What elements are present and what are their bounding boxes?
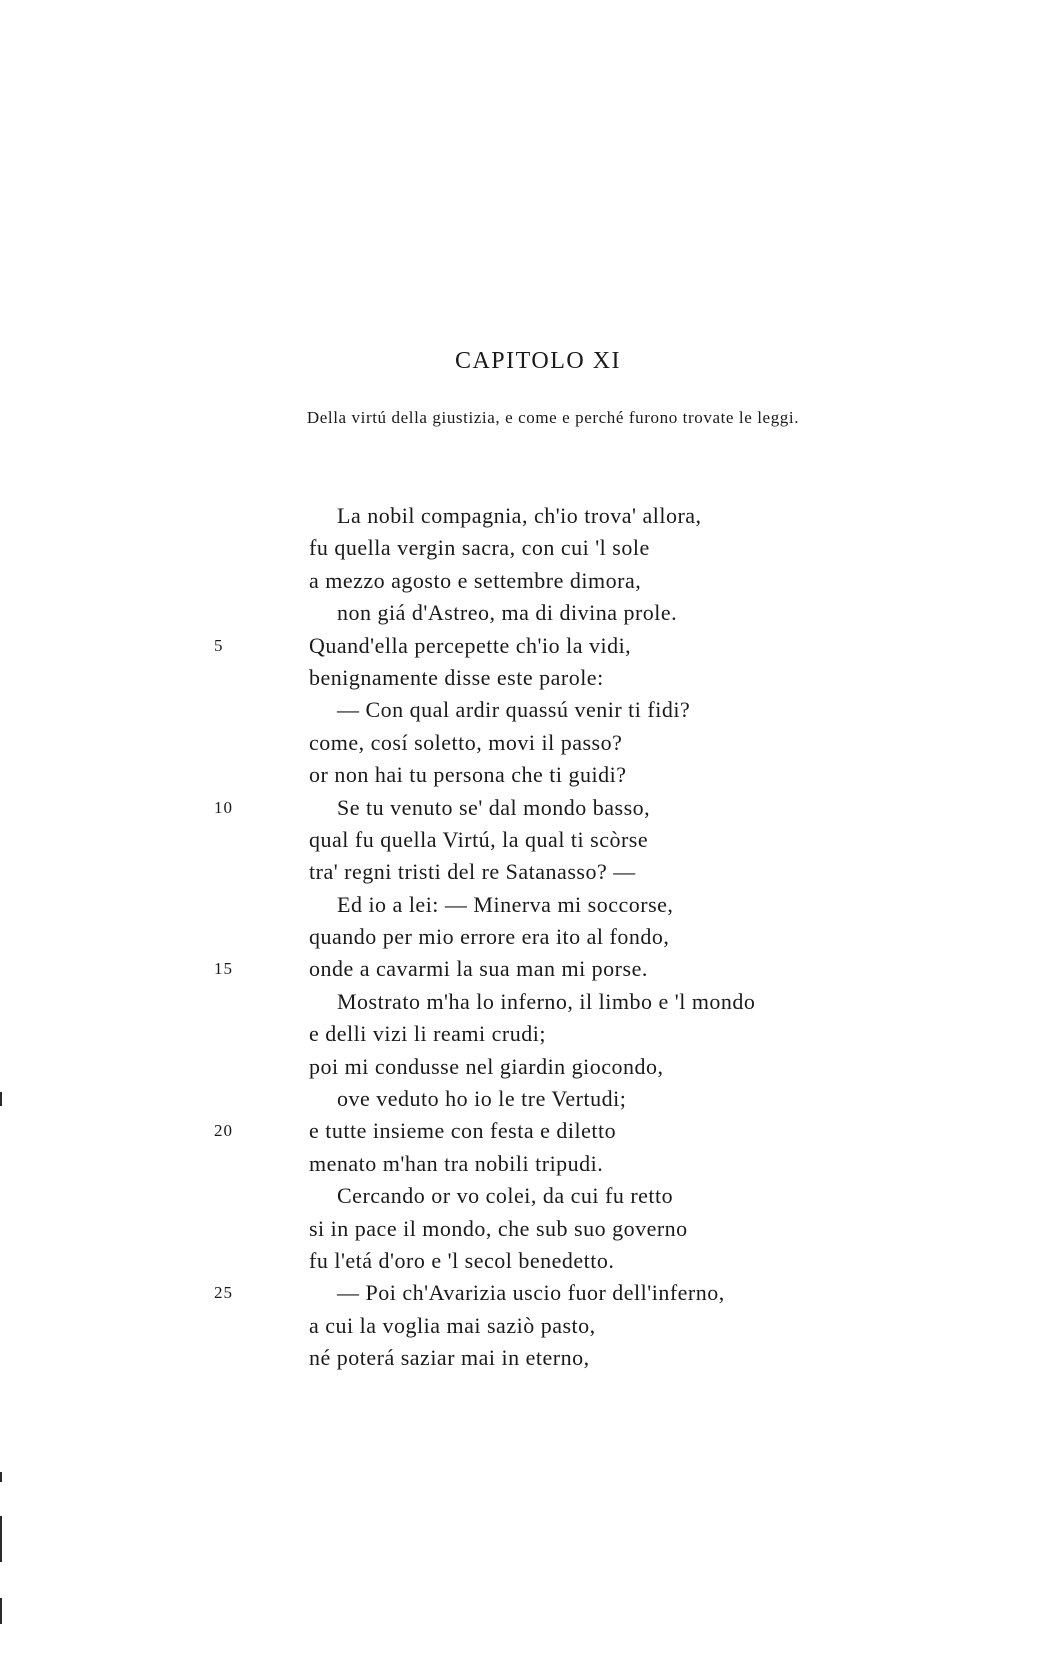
line-text: a cui la voglia mai saziò pasto, [309, 1312, 596, 1338]
poem-line [0, 694, 1056, 726]
poem-line [0, 1018, 1056, 1050]
line-text: poi mi condusse nel giardin giocondo, [309, 1053, 664, 1079]
poem-line [0, 1342, 1056, 1374]
line-text: — Poi ch'Avarizia uscio fuor dell'inferno, [337, 1280, 725, 1306]
chapter-title: CAPITOLO XI [454, 348, 622, 374]
line-text: Mostrato m'ha lo inferno, il limbo e 'l mondo [337, 988, 756, 1014]
line-text: e tutte insieme con festa e diletto [309, 1118, 617, 1144]
scan-edge-mark [0, 1598, 2, 1624]
scan-edge-mark [0, 1092, 2, 1106]
line-text: ove veduto ho io le tre Vertudi; [337, 1086, 627, 1112]
poem-line [0, 597, 1056, 629]
line-number: 15 [214, 959, 233, 979]
poem-line [0, 1148, 1056, 1180]
line-text: tra' regni tristi del re Satanasso? — [309, 859, 636, 885]
poem-body [0, 500, 1056, 1375]
poem-line [0, 727, 1056, 759]
poem-line [0, 792, 1056, 824]
line-text: si in pace il mondo, che sub suo governo [309, 1215, 688, 1241]
line-text: fu l'etá d'oro e 'l secol benedetto. [309, 1247, 615, 1273]
poem-line [0, 921, 1056, 953]
poem-line [0, 856, 1056, 888]
line-text: fu quella vergin sacra, con cui 'l sole [309, 535, 650, 561]
poem-line [0, 1115, 1056, 1147]
poem-line [0, 565, 1056, 597]
line-text: Se tu venuto se' dal mondo basso, [337, 794, 651, 820]
poem-line [0, 889, 1056, 921]
poem-line [0, 1245, 1056, 1277]
scan-edge-mark [0, 1472, 2, 1482]
line-text: menato m'han tra nobili tripudi. [309, 1150, 604, 1176]
line-text: Ed io a lei: — Minerva mi soccorse, [337, 891, 674, 917]
line-number: 20 [214, 1121, 233, 1141]
chapter-summary: Della virtú della giustizia, e come e perché furono trovate le leggi. [306, 408, 800, 427]
line-text: qual fu quella Virtú, la qual ti scòrse [309, 826, 649, 852]
line-number: 5 [214, 635, 224, 655]
line-text: — Con qual ardir quassú venir ti fidi? [337, 697, 691, 723]
poem-line [0, 986, 1056, 1018]
poem-line [0, 630, 1056, 662]
scan-edge-mark [0, 1516, 2, 1562]
line-text: Quand'ella percepette ch'io la vidi, [309, 632, 632, 658]
poem-line [0, 759, 1056, 791]
poem-line [0, 532, 1056, 564]
line-text: La nobil compagnia, ch'io trova' allora, [337, 503, 702, 528]
poem-line [0, 1051, 1056, 1083]
poem-line [0, 1277, 1056, 1309]
poem-line [0, 500, 1056, 532]
poem-line [0, 1310, 1056, 1342]
poem-line [0, 662, 1056, 694]
poem-line [0, 1083, 1056, 1115]
line-number: 25 [214, 1283, 233, 1303]
line-text: come, cosí soletto, movi il passo? [309, 729, 623, 755]
line-text: e delli vizi li reami crudi; [309, 1021, 546, 1047]
poem-line [0, 953, 1056, 985]
line-text: or non hai tu persona che ti guidi? [309, 762, 627, 788]
line-text: Cercando or vo colei, da cui fu retto [337, 1183, 674, 1209]
line-text: né poterá saziar mai in eterno, [309, 1345, 590, 1371]
line-text: onde a cavarmi la sua man mi porse. [309, 956, 648, 982]
line-text: quando per mio errore era ito al fondo, [309, 924, 670, 950]
line-text: benignamente disse este parole: [309, 664, 604, 690]
poem-line [0, 824, 1056, 856]
line-text: a mezzo agosto e settembre dimora, [309, 567, 642, 593]
line-number: 10 [214, 797, 233, 817]
poem-line [0, 1213, 1056, 1245]
poem-line [0, 1180, 1056, 1212]
line-text: non giá d'Astreo, ma di divina prole. [337, 600, 678, 626]
